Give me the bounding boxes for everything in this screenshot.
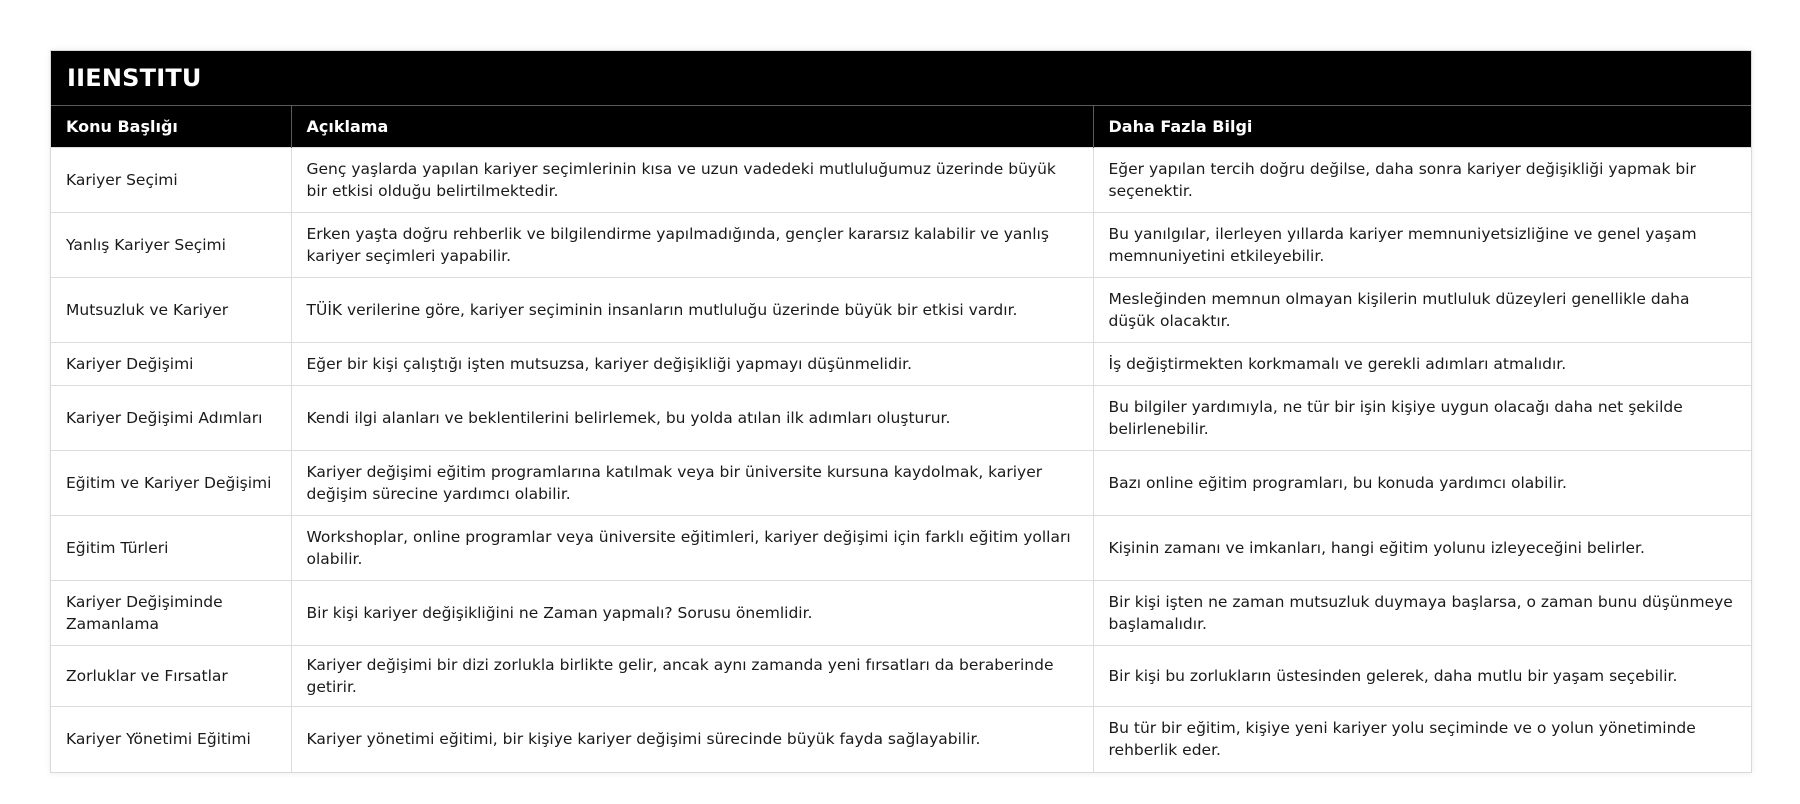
cell-description: Kariyer değişimi bir dizi zorlukla birlikte gelir, ancak aynı zamanda yeni fırsatları da beraberinde getirir. xyxy=(291,646,1093,707)
column-header-description: Açıklama xyxy=(291,106,1093,148)
table-row xyxy=(51,343,1751,386)
cell-description: Kariyer yönetimi eğitimi, bir kişiye kariyer değişimi sürecinde büyük fayda sağlayabilir. xyxy=(291,707,1093,772)
cell-more-info: Bu bilgiler yardımıyla, ne tür bir işin kişiye uygun olacağı daha net şekilde belirlenebilir. xyxy=(1093,386,1751,451)
cell-topic: Kariyer Değişimi Adımları xyxy=(51,386,291,451)
cell-description: Eğer bir kişi çalıştığı işten mutsuzsa, kariyer değişikliği yapmayı düşünmelidir. xyxy=(291,343,1093,386)
brand-title: IIENSTITU xyxy=(51,51,1751,105)
cell-topic: Kariyer Değişiminde Zamanlama xyxy=(51,581,291,646)
table-row xyxy=(51,581,1751,646)
table-row xyxy=(51,148,1751,213)
career-info-table xyxy=(51,105,1751,772)
cell-more-info: Mesleğinden memnun olmayan kişilerin mutluluk düzeyleri genellikle daha düşük olacaktır. xyxy=(1093,278,1751,343)
cell-description: Genç yaşlarda yapılan kariyer seçimlerinin kısa ve uzun vadedeki mutluluğumuz üzerinde büyük bir etkisi olduğu belirtilmektedir. xyxy=(291,148,1093,213)
cell-topic: Eğitim Türleri xyxy=(51,516,291,581)
content-table-card xyxy=(50,50,1752,773)
cell-topic: Kariyer Seçimi xyxy=(51,148,291,213)
cell-more-info: Bu yanılgılar, ilerleyen yıllarda kariyer memnuniyetsizliğine ve genel yaşam memnuniyetini etkileyebilir. xyxy=(1093,213,1751,278)
cell-topic: Mutsuzluk ve Kariyer xyxy=(51,278,291,343)
cell-topic: Eğitim ve Kariyer Değişimi xyxy=(51,451,291,516)
table-header-row xyxy=(51,106,1751,148)
cell-topic: Kariyer Yönetimi Eğitimi xyxy=(51,707,291,772)
column-header-topic: Konu Başlığı xyxy=(51,106,291,148)
column-header-more-info: Daha Fazla Bilgi xyxy=(1093,106,1751,148)
cell-topic: Zorluklar ve Fırsatlar xyxy=(51,646,291,707)
table-row xyxy=(51,707,1751,772)
table-row xyxy=(51,451,1751,516)
cell-description: Workshoplar, online programlar veya üniversite eğitimleri, kariyer değişimi için farklı eğitim yolları olabilir. xyxy=(291,516,1093,581)
cell-description: Kariyer değişimi eğitim programlarına katılmak veya bir üniversite kursuna kaydolmak, kariyer değişim sürecine yardımcı olabilir. xyxy=(291,451,1093,516)
cell-more-info: Bir kişi işten ne zaman mutsuzluk duymaya başlarsa, o zaman bunu düşünmeye başlamalıdır. xyxy=(1093,581,1751,646)
cell-more-info: Kişinin zamanı ve imkanları, hangi eğitim yolunu izleyeceğini belirler. xyxy=(1093,516,1751,581)
table-row xyxy=(51,386,1751,451)
cell-description: Erken yaşta doğru rehberlik ve bilgilendirme yapılmadığında, gençler kararsız kalabilir ve yanlış kariyer seçimleri yapabilir. xyxy=(291,213,1093,278)
cell-topic: Yanlış Kariyer Seçimi xyxy=(51,213,291,278)
cell-description: TÜİK verilerine göre, kariyer seçiminin insanların mutluluğu üzerinde büyük bir etkisi vardır. xyxy=(291,278,1093,343)
cell-description: Kendi ilgi alanları ve beklentilerini belirlemek, bu yolda atılan ilk adımları oluşturur. xyxy=(291,386,1093,451)
cell-more-info: Bir kişi bu zorlukların üstesinden gelerek, daha mutlu bir yaşam seçebilir. xyxy=(1093,646,1751,707)
cell-topic: Kariyer Değişimi xyxy=(51,343,291,386)
cell-more-info: Eğer yapılan tercih doğru değilse, daha sonra kariyer değişikliği yapmak bir seçenektir. xyxy=(1093,148,1751,213)
cell-more-info: Bazı online eğitim programları, bu konuda yardımcı olabilir. xyxy=(1093,451,1751,516)
table-row xyxy=(51,213,1751,278)
cell-more-info: Bu tür bir eğitim, kişiye yeni kariyer yolu seçiminde ve o yolun yönetiminde rehberlik eder. xyxy=(1093,707,1751,772)
table-row xyxy=(51,516,1751,581)
table-row xyxy=(51,646,1751,707)
cell-more-info: İş değiştirmekten korkmamalı ve gerekli adımları atmalıdır. xyxy=(1093,343,1751,386)
cell-description: Bir kişi kariyer değişikliğini ne Zaman yapmalı? Sorusu önemlidir. xyxy=(291,581,1093,646)
table-row xyxy=(51,278,1751,343)
